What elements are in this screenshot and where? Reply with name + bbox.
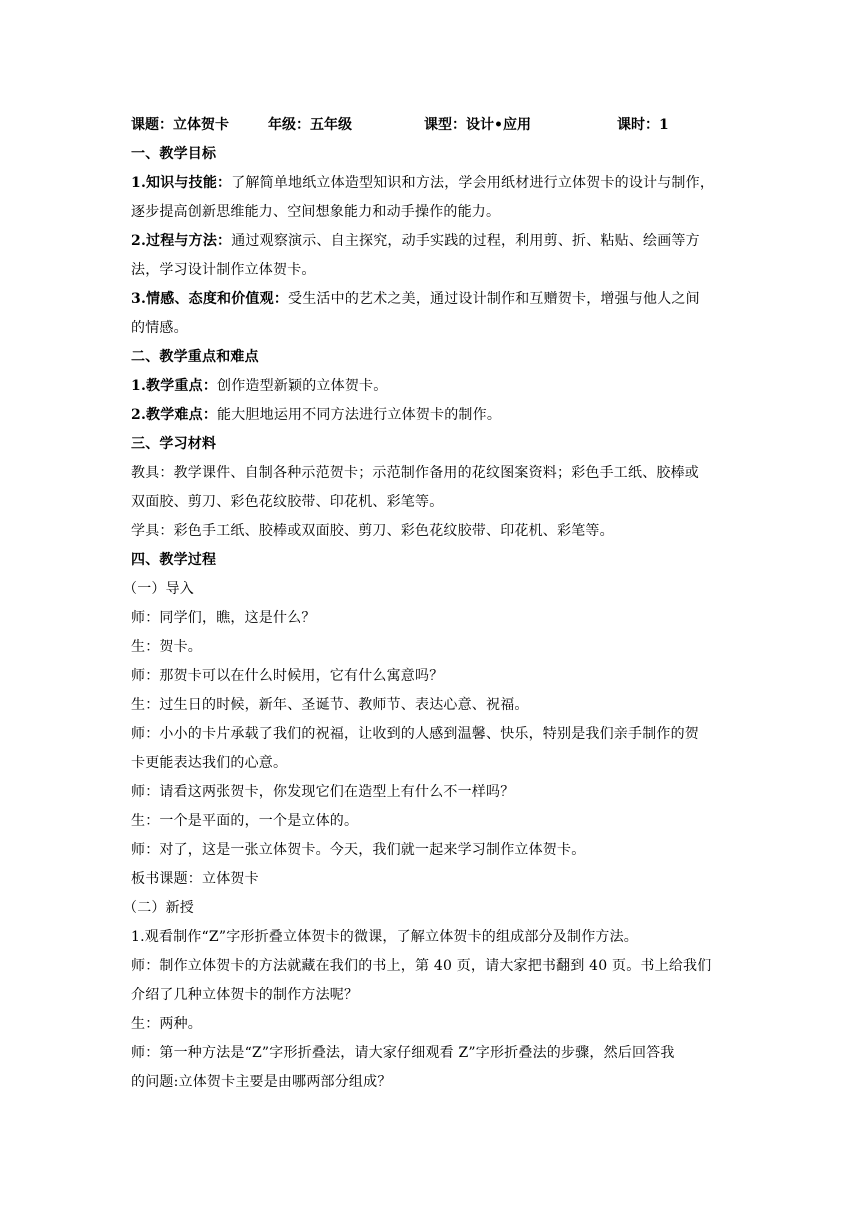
objective-1-label: 1.知识与技能： [131, 175, 232, 191]
teacher-materials-line-2: 双面胶、剪刀、彩色花纹胶带、印花机、彩笔等。 [131, 494, 444, 510]
section-title-materials: 三、学习材料 [131, 436, 217, 452]
dialogue-line: 师：第一种方法是“Z”字形折叠法，请大家仔细观看 Z”字形折叠法的步骤，然后回答我 [131, 1045, 675, 1061]
dialogue-line: 介绍了几种立体贺卡的制作方法呢？ [131, 987, 359, 1003]
new-lesson-step-1: 1.观看制作“Z”字形折叠立体贺卡的微课，了解立体贺卡的组成部分及制作方法。 [131, 929, 638, 945]
dialogue-line: 师：小小的卡片承载了我们的祝福，让收到的人感到温馨、快乐，特别是我们亲手制作的贺 [131, 726, 699, 742]
section-title-process: 四、教学过程 [131, 552, 217, 568]
focus-item-2-text: 能大胆地运用不同方法进行立体贺卡的制作。 [217, 407, 502, 423]
lesson-grade: 年级：五年级 [268, 117, 352, 133]
teacher-materials-line-1: 教具：教学课件、自制各种示范贺卡；示范制作备用的花纹图案资料；彩色手工纸、胶棒或 [131, 465, 699, 481]
document-body [123, 111, 731, 1097]
section-title-objectives: 一、教学目标 [131, 146, 217, 162]
dialogue-line: 师：请看这两张贺卡，你发现它们在造型上有什么不一样吗？ [131, 784, 515, 800]
objective-1-line-2: 逐步提高创新思维能力、空间想象能力和动手操作的能力。 [131, 204, 501, 220]
dialogue-line: 师：对了，这是一张立体贺卡。今天，我们就一起来学习制作立体贺卡。 [131, 842, 586, 858]
lesson-topic: 课题：立体贺卡 [131, 117, 229, 133]
lesson-header [131, 111, 731, 140]
objective-2-label: 2.过程与方法： [131, 233, 232, 249]
lesson-hours: 课时：1 [617, 117, 669, 133]
objective-2-line-2: 法，学习设计制作立体贺卡。 [131, 262, 316, 278]
objective-2-line-1 [131, 227, 731, 256]
subsection-new-lesson: （二）新授 [123, 900, 194, 916]
dialogue-line: 生：一个是平面的，一个是立体的。 [131, 813, 359, 829]
objective-1-line-1 [131, 169, 731, 198]
focus-item-1-label: 1.教学重点： [131, 378, 218, 394]
focus-item-2-label: 2.教学难点： [131, 407, 218, 423]
focus-item-2 [131, 401, 731, 430]
dialogue-line: 师：制作立体贺卡的方法就藏在我们的书上，第 40 页，请大家把书翻到 40 页。书上给我们 [131, 958, 712, 974]
dialogue-line: 生：两种。 [131, 1016, 202, 1032]
lesson-type: 课型：设计•应用 [424, 117, 531, 133]
dialogue-line: 师：那贺卡可以在什么时候用，它有什么寓意吗？ [131, 668, 444, 684]
student-materials-line: 学具：彩色手工纸、胶棒或双面胶、剪刀、彩色花纹胶带、印花机、彩笔等。 [131, 523, 614, 539]
objective-3-line-1 [131, 285, 731, 314]
dialogue-line: 生：过生日的时候，新年、圣诞节、教师节、表达心意、祝福。 [131, 697, 529, 713]
objective-1-text: 了解简单地纸立体造型知识和方法，学会用纸材进行立体贺卡的设计与制作， [231, 175, 715, 191]
focus-item-1 [131, 372, 731, 401]
subsection-intro: （一）导入 [123, 581, 194, 597]
focus-item-1-text: 创作造型新颖的立体贺卡。 [217, 378, 388, 394]
board-title-line: 板书课题：立体贺卡 [131, 871, 259, 887]
objective-3-label: 3.情感、态度和价值观： [131, 291, 289, 307]
objective-3-line-2: 的情感。 [131, 320, 188, 336]
dialogue-line: 生：贺卡。 [131, 639, 202, 655]
dialogue-line: 师：同学们，瞧，这是什么？ [131, 610, 316, 626]
dialogue-line: 的问题:立体贺卡主要是由哪两部分组成？ [131, 1074, 392, 1090]
objective-3-text: 受生活中的艺术之美，通过设计制作和互赠贺卡，增强与他人之间 [288, 291, 700, 307]
section-title-focus: 二、教学重点和难点 [131, 349, 259, 365]
objective-2-text: 通过观察演示、自主探究，动手实践的过程，利用剪、折、粘贴、绘画等方 [231, 233, 700, 249]
dialogue-line: 卡更能表达我们的心意。 [131, 755, 288, 771]
